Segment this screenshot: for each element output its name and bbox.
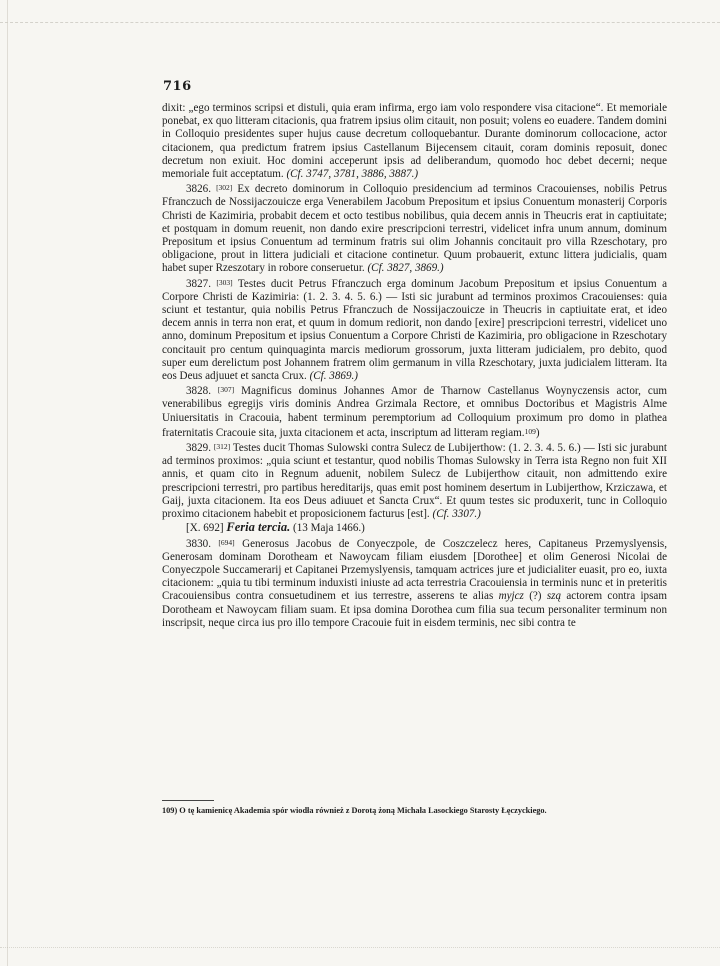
feria-title: Feria tercia.	[226, 520, 291, 535]
entry-3826	[162, 181, 667, 275]
scan-edge-top	[0, 0, 720, 23]
footnote-divider	[162, 800, 214, 801]
entry-3829	[162, 440, 667, 521]
feria-date: (13 Maja 1466.)	[293, 522, 365, 535]
intro-text: dixit: „ego terminos scripsi et distuli, quia eram infirma, ergo iam volo respondere visa citacione“. Et memoriale ponebat, ex quo litteram citacionis, qua fratrem ipsius olim citauit, non posuit; volens eo euadere. Tandem domini in Colloquio presidentes super hujus cause decretum colloquebantur. Durante dominorum collocacione, actor citacionem, qua predictum fratrem ipsius Castellanum Bijecensem citauit, coram dominis reposuit, donec decretum non exiuit. Hoc domini acceperunt ipsis ad deliberandum, quomodo hoc debet decerni; neque memoriale fuit acceptatum.	[162, 102, 667, 181]
entry-italic-word: szą	[546, 590, 562, 603]
entry-text: Magnificus dominus Johannes Amor de Tharnow Castellanus Woynyczensis actor, cum venerabilibus egregijs viris dominis Andrea Grzimala Rectore, et omnibus Doctoribus et Magistris Alme Uniuersitatis in Cracouia, habent terminum peremptorium ad Colloquium proximum pro domo in plathea fraternitatis Cracouie sita, juxta citacionem et acta, inscriptum ad litteram regiam.	[162, 385, 667, 439]
page-number: 716	[163, 79, 192, 94]
entry-3827	[162, 276, 667, 384]
feria-heading	[162, 521, 667, 535]
main-text	[162, 102, 667, 630]
entry-reference: [302]	[216, 183, 233, 193]
scan-edge-bottom	[0, 947, 720, 966]
footnote-marker-close: )	[535, 426, 540, 439]
entry-cross-reference: (Cf. 3869.)	[309, 370, 358, 383]
entry-number: 3826.	[186, 183, 211, 196]
feria-reference: [X. 692]	[186, 522, 224, 535]
entry-italic-word: myjcz	[498, 590, 524, 603]
footnote-marker: 109	[524, 426, 536, 436]
entry-text: Testes ducit Thomas Sulowski contra Sulecz de Lubijerthow: (1. 2. 3. 4. 5. 6.) — Isti sic jurabunt ad terminos proximos: „quia sciunt et testantur, quod nobilis Thomas Sulowsky in Terra ista Regno non fuit XII annis, et quam cito in Regnum aduenit, nobilem Sulecz de Lubijerthow citauit, non admittendo exire prescripcioni terrestri, pro partibus hereditarijs, quas emit post hominem desertum in Lubijerthow, Krziczawa, et Gaij, juxta citacionem. Ita eos Deus adiuuet et Sancta Crux“. Et quum testes sic produxerit, tunc in Colloquio proximo citacionem habebit et proposicionem facturus [est].	[162, 442, 668, 521]
entry-3828	[162, 383, 667, 440]
entry-cross-reference: (Cf. 3307.)	[432, 508, 481, 521]
footnote-text: O tę kamienicę Akademia spór wiodła również z Dorotą żoną Michała Lasockiego Starosty Łęczyckiego.	[179, 806, 547, 815]
entry-text: actorem contra ipsam Dorotheam et Nawoycam filiam suam. Et ipsa domina Dorothea cum filia sua tecum personaliter terminum non inscripsit, neque circa ius pro illo tempore Cracouie fuit in eisdem terminis, nec sibi contra te	[162, 590, 667, 629]
entry-reference: [694]	[218, 537, 235, 547]
entry-3830	[162, 536, 667, 630]
entry-reference: [303]	[216, 277, 233, 287]
entry-reference: [312]	[213, 442, 231, 452]
footnote	[162, 806, 667, 816]
scan-edge-left	[0, 0, 8, 966]
entry-number: 3830.	[186, 537, 211, 550]
entry-text: (?)	[529, 590, 542, 603]
entry-text: Testes ducit Petrus Ffranczuch erga dominum Jacobum Prepositum et ipsius Conuentum a Corpore Christi de Kazimiria: (1. 2. 3. 4. 5. 6.) — Isti sic jurabunt ad terminos proximos Cracouienses: quia sciunt et testantur, quia nobilis Petrus Ffranczuch de Nossijaczouicze in Theucris in captiuitate erat, et ideo decem annis in terra non erat, et quum in domum rediorit, non dando [exire] prescripcioni terrestri, videlicet uno anno, dominum Prepositum et ipsius Conuentum a Corpore Christi de Kazimiria, pro obligacione in Rzeschotary concitauit pro centum quinquaginta marcis mediorum grossorum, juxta litteram judicialem, pro debito, quod super eum derelictum post Johannem fratrem olim germanum in villa Rzeschotary, juxta judicialem litteram. Ita eos Deus adjuuet et sancta Crux.	[162, 277, 667, 383]
entry-number: 3828.	[186, 385, 211, 398]
paragraph-intro	[162, 102, 667, 181]
intro-cross-reference: (Cf. 3747, 3781, 3886, 3887.)	[286, 168, 419, 181]
entry-reference: [307]	[217, 385, 235, 395]
entry-text: Generosus Jacobus de Conyeczpole, de Coszczelecz heres, Capitaneus Przemyslyensis, Generosam dominam Dorotheam et Nawoycam filiam eiusdem [Dorothee] et olim Generosi Nicolai de Conyeczpole Succamerarij et Capitanei Przemyslyensis, tamquam actrices jure et judicialiter euasit, pro eo, iuxta citacionem: „quia tu tibi terminum induxisti iniuste ad acta terrestria Cracouiensia in terminis nunc et in preteritis Cracouiensibus contra consuetudinem et ius terrestre, asserens te alias	[162, 537, 667, 603]
entry-number: 3827.	[186, 277, 211, 290]
entry-cross-reference: (Cf. 3827, 3869.)	[367, 262, 444, 275]
footnote-mark: 109)	[162, 806, 178, 815]
entry-text: Ex decreto dominorum in Colloquio presidencium ad terminos Cracouienses, nobilis Petrus Ffranczuch de Nossijaczouicze erga Venerabilem Jacobum Prepositum et ipsius Conuentum monasterij Corporis Christi de Kazimiria, probabit decem et octo testibus nobilibus, quia decem annis in Theucris erat in captiuitate; et postquam in domum reuenit, non dando exire prescripcioni terrestri, videlicet infra unum annum, dominum Prepositum et ipsius Conuentum ad terminum fratris sui olim Johannis concitauit pro villa Rzeschotary, pro obligacione, prout in littera judiciali et citacione continetur. Quum probauerit, extunc littera judicialis, quam habet super Rzeszotary in robore conseruetur.	[162, 183, 667, 275]
entry-number: 3829.	[186, 442, 211, 455]
